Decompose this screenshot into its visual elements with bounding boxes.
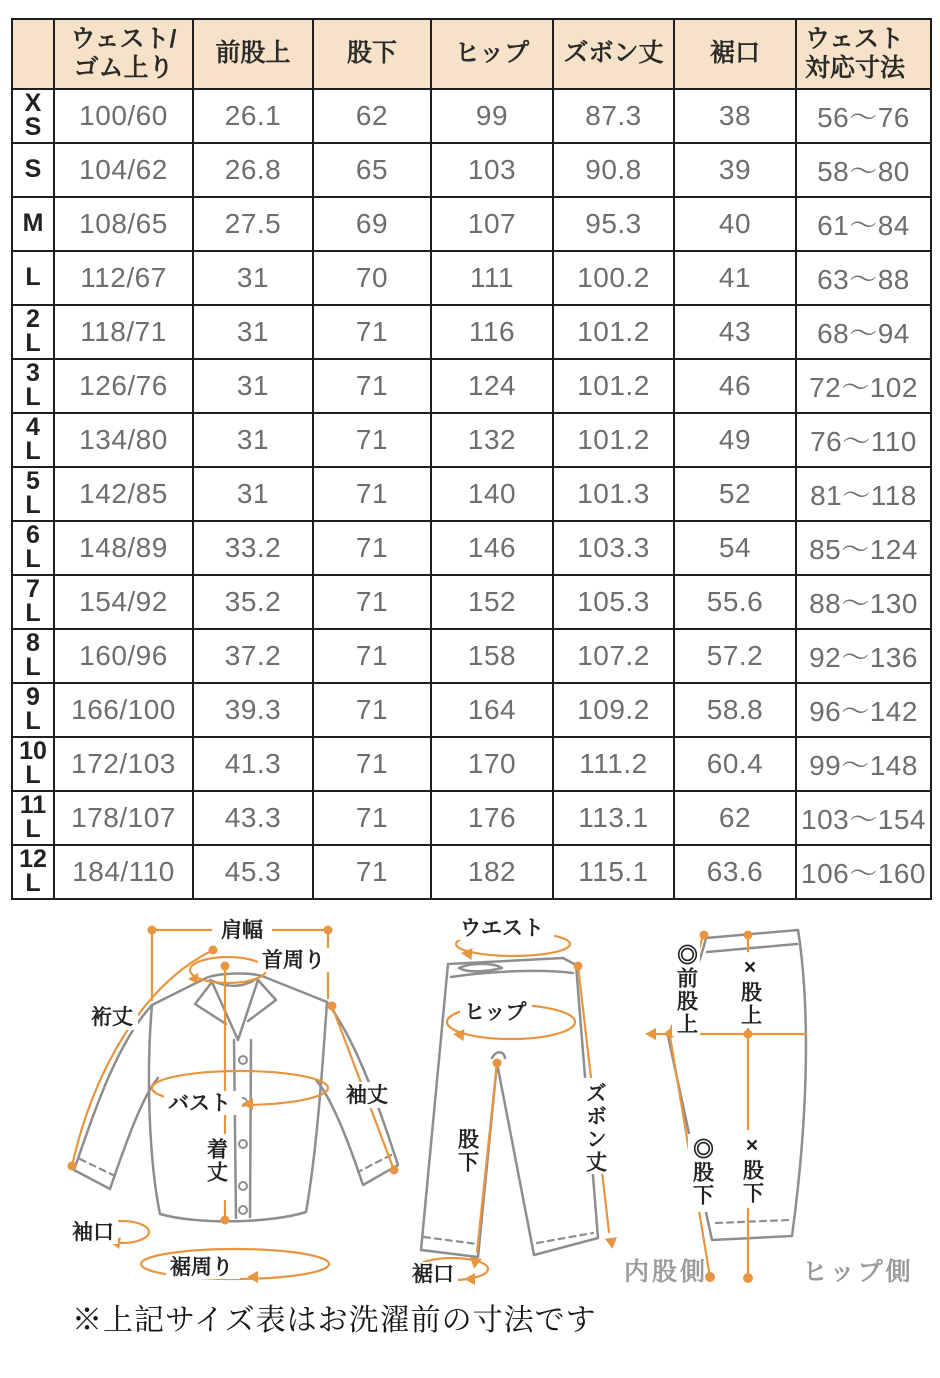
measurement-value: 166/100 — [54, 683, 193, 737]
pants-side-hem-stitch — [716, 1220, 789, 1223]
measurement-value: 172/103 — [54, 737, 193, 791]
neck-circumference-line — [190, 957, 266, 983]
measurement-value: 158 — [431, 629, 553, 683]
measurement-value: 107 — [431, 197, 553, 251]
measure-dot — [743, 1273, 753, 1283]
measurement-value: 68〜94 — [796, 305, 931, 359]
table-row — [12, 467, 931, 521]
size-label: 5 L — [12, 467, 54, 521]
measurement-value: 154/92 — [54, 575, 193, 629]
measurement-value: 92〜136 — [796, 629, 931, 683]
table-row — [12, 575, 931, 629]
shirt-label-bust: バスト — [168, 1092, 231, 1115]
measurement-value: 71 — [313, 359, 431, 413]
shirt-button — [239, 1206, 247, 1214]
size-label: 10 L — [12, 737, 54, 791]
measurement-value: 38 — [674, 89, 796, 143]
measurement-value: 103 — [431, 143, 553, 197]
measurement-value: 43.3 — [193, 791, 313, 845]
measurement-value: 99 — [431, 89, 553, 143]
shirt-label-neck: 首周り — [262, 949, 325, 972]
measurement-value: 60.4 — [674, 737, 796, 791]
measurement-value: 54 — [674, 521, 796, 575]
arrowhead — [464, 1273, 475, 1285]
shirt-placket — [234, 1040, 251, 1218]
measurement-value: 57.2 — [674, 629, 796, 683]
measurement-value: 71 — [313, 305, 431, 359]
shirt-button — [239, 1056, 247, 1064]
measurement-value: 61〜84 — [796, 197, 931, 251]
measurement-value: 63〜88 — [796, 251, 931, 305]
measurement-value: 109.2 — [553, 683, 674, 737]
measurement-value: 81〜118 — [796, 467, 931, 521]
shirt-sleeve-left — [74, 1005, 158, 1189]
measurement-value: 124 — [431, 359, 553, 413]
measurement-diagrams — [0, 908, 940, 1293]
shirt-button — [239, 1140, 247, 1148]
size-label: 9 L — [12, 683, 54, 737]
measurement-value: 182 — [431, 845, 553, 899]
pants-side-diagram — [624, 930, 914, 1286]
size-label: X S — [12, 89, 54, 143]
column-header: ウェスト 対応寸法 — [796, 19, 931, 89]
measurement-value: 39.3 — [193, 683, 313, 737]
size-label: 4 L — [12, 413, 54, 467]
table-row — [12, 791, 931, 845]
measurement-value: 115.1 — [553, 845, 674, 899]
table-row — [12, 197, 931, 251]
measurement-value: 100.2 — [553, 251, 674, 305]
shirt-label-yuki: 裄丈 — [91, 1006, 133, 1029]
measurement-value: 39 — [674, 143, 796, 197]
measurement-value: 71 — [313, 521, 431, 575]
measurement-value: 71 — [313, 737, 431, 791]
shirt-diagram — [68, 916, 399, 1283]
measurement-value: 33.2 — [193, 521, 313, 575]
shirt-label-cuff: 袖口 — [72, 1221, 114, 1244]
measurement-value: 69 — [313, 197, 431, 251]
measurement-value: 52 — [674, 467, 796, 521]
measure-dot — [700, 931, 709, 940]
measurement-value: 95.3 — [553, 197, 674, 251]
table-row — [12, 89, 931, 143]
measurement-value: 85〜124 — [796, 521, 931, 575]
measurement-value: 96〜142 — [796, 683, 931, 737]
side-label-inner-side: 内股側 — [623, 1258, 709, 1286]
measurement-value: 116 — [431, 305, 553, 359]
column-header: 裾口 — [674, 19, 796, 89]
measurement-value: 71 — [313, 413, 431, 467]
measurement-value: 71 — [313, 791, 431, 845]
measurement-value: 148/89 — [54, 521, 193, 575]
measurement-value: 65 — [313, 143, 431, 197]
measurement-value: 56〜76 — [796, 89, 931, 143]
pants-label-waist: ウエスト — [460, 917, 544, 940]
measurement-value: 37.2 — [193, 629, 313, 683]
measurement-value: 107.2 — [553, 629, 674, 683]
shirt-label-shoulder-width: 肩幅 — [221, 919, 263, 942]
size-label: 7 L — [12, 575, 54, 629]
measurement-value: 55.6 — [674, 575, 796, 629]
measurement-value: 140 — [431, 467, 553, 521]
arrowhead — [605, 1237, 618, 1249]
measurement-value: 104/62 — [54, 143, 193, 197]
pants-label-inseam: 股下 — [455, 1128, 479, 1174]
column-header: 前股上 — [193, 19, 313, 89]
pants-front-hem-stitch-left — [424, 1237, 477, 1244]
shirt-lapel-left — [195, 982, 238, 1040]
table-row — [12, 359, 931, 413]
size-label: M — [12, 197, 54, 251]
measurement-value: 90.8 — [553, 143, 674, 197]
measure-dot — [324, 926, 333, 935]
measure-dot — [221, 962, 230, 971]
measurement-value: 26.8 — [193, 143, 313, 197]
measurement-value: 164 — [431, 683, 553, 737]
size-label: 11 L — [12, 791, 54, 845]
pants-front-diagram — [408, 916, 618, 1286]
measurement-value: 71 — [313, 575, 431, 629]
size-label: S — [12, 143, 54, 197]
measurement-value: 101.2 — [553, 305, 674, 359]
measurement-value: 106〜160 — [796, 845, 931, 899]
measurement-value: 126/76 — [54, 359, 193, 413]
measure-dot — [744, 1030, 753, 1039]
measurement-value: 31 — [193, 251, 313, 305]
shirt-lapel-right — [238, 980, 276, 1040]
measurement-value: 71 — [313, 683, 431, 737]
measure-dot — [744, 931, 753, 940]
size-label: 12 L — [12, 845, 54, 899]
measure-dot — [493, 1059, 502, 1068]
measurement-value: 31 — [193, 305, 313, 359]
side-label-inseam-b: ×股下 — [740, 1134, 764, 1205]
measurement-value: 71 — [313, 467, 431, 521]
measurement-value: 62 — [674, 791, 796, 845]
measurement-value: 71 — [313, 845, 431, 899]
header-row — [12, 19, 931, 89]
measurement-value: 134/80 — [54, 413, 193, 467]
measurement-value: 105.3 — [553, 575, 674, 629]
column-header: ズボン丈 — [553, 19, 674, 89]
pants-front-crotch-detail — [492, 1052, 505, 1058]
measurement-value: 41 — [674, 251, 796, 305]
measurement-value: 108/65 — [54, 197, 193, 251]
measurement-value: 142/85 — [54, 467, 193, 521]
pants-label-hip: ヒップ — [464, 1001, 527, 1024]
shirt-label-sleeve-length: 袖丈 — [346, 1084, 388, 1107]
size-table — [11, 18, 932, 900]
arrowhead — [247, 1271, 258, 1283]
measurement-value: 41.3 — [193, 737, 313, 791]
measurement-value: 146 — [431, 521, 553, 575]
shirt-label-hem-round: 裾周り — [170, 1256, 233, 1279]
pants-label-length: ズボン丈 — [583, 1082, 607, 1174]
table-row — [12, 845, 931, 899]
measurement-value: 184/110 — [54, 845, 193, 899]
pants-label-hem: 裾口 — [412, 1263, 454, 1286]
measurement-value: 76〜110 — [796, 413, 931, 467]
shirt-label-body-length: 着丈 — [204, 1138, 228, 1184]
measurement-value: 46 — [674, 359, 796, 413]
measurement-value: 40 — [674, 197, 796, 251]
measurement-value: 113.1 — [553, 791, 674, 845]
measurement-value: 101.2 — [553, 413, 674, 467]
measure-dot — [390, 1166, 399, 1175]
column-header: 股下 — [313, 19, 431, 89]
measurement-value: 88〜130 — [796, 575, 931, 629]
measurement-value: 26.1 — [193, 89, 313, 143]
measurement-value: 43 — [674, 305, 796, 359]
size-label: 3 L — [12, 359, 54, 413]
measurement-value: 63.6 — [674, 845, 796, 899]
size-table-header — [12, 19, 931, 89]
shirt-button — [239, 1182, 247, 1190]
measure-dot — [574, 962, 583, 971]
size-label: 6 L — [12, 521, 54, 575]
table-row — [12, 521, 931, 575]
table-row — [12, 629, 931, 683]
measurement-value: 101.3 — [553, 467, 674, 521]
size-table-body — [12, 89, 931, 899]
measure-dot — [148, 926, 157, 935]
measure-dot — [209, 946, 218, 955]
arrowhead — [645, 1028, 656, 1040]
size-label: 8 L — [12, 629, 54, 683]
measurement-value: 111.2 — [553, 737, 674, 791]
measurement-value: 70 — [313, 251, 431, 305]
side-label-hip-side: ヒップ側 — [802, 1258, 914, 1286]
measurement-value: 103.3 — [553, 521, 674, 575]
table-row — [12, 251, 931, 305]
measurement-value: 99〜148 — [796, 737, 931, 791]
measure-dot — [328, 1002, 337, 1011]
measurement-value: 178/107 — [54, 791, 193, 845]
table-row — [12, 305, 931, 359]
measurement-value: 49 — [674, 413, 796, 467]
measurement-value: 118/71 — [54, 305, 193, 359]
column-header — [12, 19, 54, 89]
measurement-value: 111 — [431, 251, 553, 305]
measurement-value: 45.3 — [193, 845, 313, 899]
measurement-value: 170 — [431, 737, 553, 791]
measurement-value: 27.5 — [193, 197, 313, 251]
yuki-length-line — [72, 950, 213, 1166]
side-label-rise: ×股上 — [738, 956, 762, 1027]
table-row — [12, 683, 931, 737]
size-label: 2 L — [12, 305, 54, 359]
measurement-value: 87.3 — [553, 89, 674, 143]
measurement-value: 160/96 — [54, 629, 193, 683]
pants-front-drawstring — [459, 964, 502, 972]
column-header: ウェスト/ ゴム上り — [54, 19, 193, 89]
shirt-cuff-stitch-left — [80, 1159, 115, 1176]
column-header: ヒップ — [431, 19, 553, 89]
measurement-value: 71 — [313, 629, 431, 683]
measurement-value: 103〜154 — [796, 791, 931, 845]
measurement-value: 35.2 — [193, 575, 313, 629]
measurement-value: 31 — [193, 359, 313, 413]
measurement-value: 101.2 — [553, 359, 674, 413]
pre-wash-note: ※上記サイズ表はお洗濯前の寸法です — [72, 1304, 597, 1337]
table-row — [12, 143, 931, 197]
measurement-value: 58.8 — [674, 683, 796, 737]
measurement-value: 176 — [431, 791, 553, 845]
measurement-value: 31 — [193, 467, 313, 521]
table-row — [12, 737, 931, 791]
measurement-value: 72〜102 — [796, 359, 931, 413]
side-label-front-rise: ◎前股上 — [674, 944, 698, 1036]
side-label-inseam-a: ◎股下 — [690, 1138, 714, 1207]
size-label: L — [12, 251, 54, 305]
measurement-value: 132 — [431, 413, 553, 467]
measure-dot — [68, 1162, 77, 1171]
table-row — [12, 413, 931, 467]
pants-side-waistband — [707, 944, 797, 952]
measure-dot — [221, 1216, 230, 1225]
shirt-cuff-stitch-right — [358, 1155, 391, 1172]
measurement-value: 100/60 — [54, 89, 193, 143]
measurement-value: 62 — [313, 89, 431, 143]
measurement-value: 58〜80 — [796, 143, 931, 197]
measurement-value: 31 — [193, 413, 313, 467]
measurement-value: 112/67 — [54, 251, 193, 305]
measurement-value: 152 — [431, 575, 553, 629]
